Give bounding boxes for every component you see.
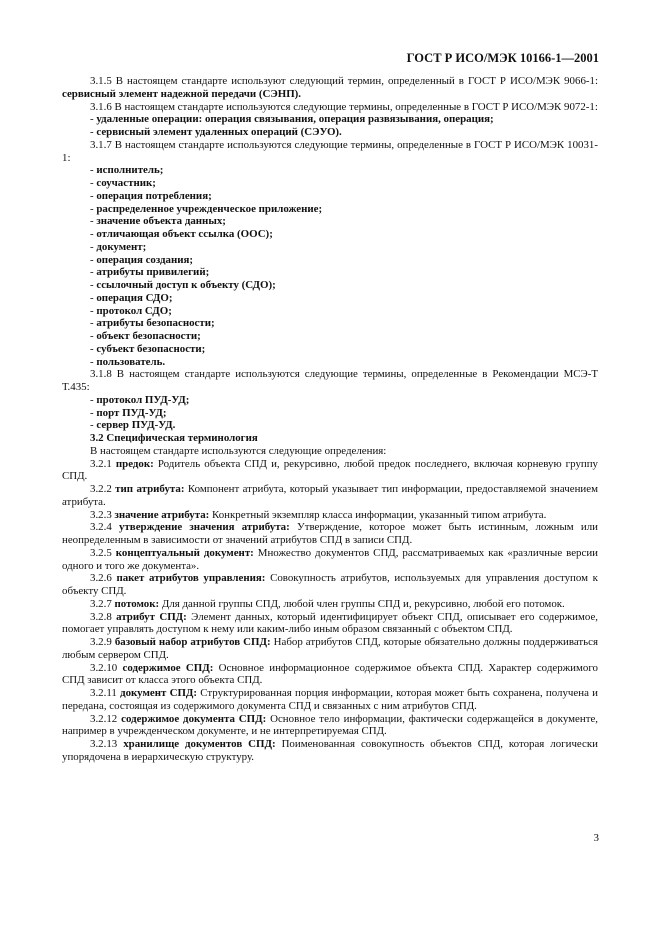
page-body <box>62 75 598 764</box>
definition-item <box>62 547 598 573</box>
list-item: - отличающая объект ссылка (ООС); <box>90 228 273 240</box>
definition-number: 3.2.9 <box>90 636 112 648</box>
definition-item <box>62 509 598 522</box>
definition-term: атрибут СПД: <box>116 610 187 623</box>
list-item: - протокол СДО; <box>90 304 172 317</box>
definition-item <box>62 662 598 688</box>
definition-number: 3.2.8 <box>90 610 112 623</box>
definition-item <box>62 738 598 764</box>
list-item: - объект безопасности; <box>90 330 201 342</box>
definition-term: содержимое документа СПД: <box>121 712 267 725</box>
definition-number: 3.2.13 <box>90 738 118 750</box>
definition-item <box>62 521 598 547</box>
list-item: - документ; <box>90 240 147 253</box>
definition-term: утверждение значения атрибута: <box>119 521 290 534</box>
list-item: - пользователь. <box>90 355 166 368</box>
list-item: - ссылочный доступ к объекту (СДО); <box>90 279 276 291</box>
list-item: - соучастник; <box>90 177 156 189</box>
list-item: - атрибуты привилегий; <box>90 266 210 279</box>
definition-term: тип атрибута: <box>115 483 185 495</box>
paragraph-3-1-5: 3.1.5 В настоящем стандарте используют следующий термин, определенный в ГОСТ Р ИСО/МЭК 9066-1: сервисный элемент надежной передачи (СЭНП). <box>62 75 598 100</box>
paragraph-3-1-6: 3.1.6 В настоящем стандарте используются следующие термины, определенные в ГОСТ Р ИСО/МЭК 9072-1: <box>90 100 598 113</box>
page-number: 3 <box>593 832 599 844</box>
definition-text: Конкретный экземпляр класса информации, указанный типом атрибута. <box>212 508 547 521</box>
definition-text: Множество документов СПД, рассматриваемых как «различные версии одного и того же документа». <box>62 546 598 572</box>
definition-term: потомок: <box>114 597 160 610</box>
list-item: - протокол ПУД-УД; <box>90 393 190 406</box>
list-item: - значение объекта данных; <box>90 215 226 228</box>
list-item: - порт ПУД-УД; <box>90 406 167 419</box>
list-item: - исполнитель; <box>90 164 164 177</box>
definition-text: Основное информационное содержимое объекта СПД. Характер содержимого СПД зависит от класса этого объекта СПД. <box>62 661 598 687</box>
section-title-3-2: 3.2 Специфическая терминология <box>90 432 258 444</box>
list-item: - операция создания; <box>90 253 194 266</box>
definition-term: пакет атрибутов управления: <box>116 572 266 585</box>
paragraph-3-1-7: 3.1.7 В настоящем стандарте используются следующие термины, определенные в ГОСТ Р ИСО/МЭК 10031-1: <box>62 138 598 164</box>
definition-text: Набор атрибутов СПД, которые обязательно должны поддерживаться любым сервером СПД. <box>62 636 598 661</box>
definition-term: значение атрибута: <box>114 508 210 521</box>
definition-term: базовый набор атрибутов СПД: <box>114 636 271 648</box>
definition-item <box>62 687 598 713</box>
definition-number: 3.2.5 <box>90 546 112 559</box>
definition-item <box>62 572 598 598</box>
definition-text: Утверждение, которое может быть истинным, ложным или неопределенным в зависимости от значений атрибутов СПД в записи СПД. <box>62 521 598 546</box>
definition-number: 3.2.7 <box>90 597 112 610</box>
section-intro-3-2: В настоящем стандарте используются следующие определения: <box>90 444 387 457</box>
definition-number: 3.2.1 <box>90 457 112 470</box>
definitions-list <box>62 458 598 764</box>
definition-text: Для данной группы СПД, любой член группы СПД и, рекурсивно, любой его потомок. <box>161 597 565 610</box>
definition-term: предок: <box>115 457 154 470</box>
definition-text: Совокупность атрибутов, используемых для управления доступом к объекту СПД. <box>62 572 598 597</box>
definition-number: 3.2.12 <box>90 712 118 725</box>
definition-text: Элемент данных, который идентифицирует объект СПД, описывает его содержимое, помогает управлять доступом к нему или каким-либо иным образом связанный с объектом СПД. <box>62 610 598 636</box>
definition-term: концептуальный документ: <box>115 546 254 559</box>
definition-number: 3.2.10 <box>90 661 118 674</box>
definition-number: 3.2.4 <box>90 521 112 534</box>
definition-item <box>62 483 598 509</box>
definition-number: 3.2.11 <box>90 687 117 699</box>
definition-text: Основное тело информации, фактически содержащейся в документе, например в учрежденческом документе, и не интерпретируемая СПД. <box>62 712 599 738</box>
document-header: ГОСТ Р ИСО/МЭК 10166-1—2001 <box>406 51 599 65</box>
paragraph-3-1-8: 3.1.8 В настоящем стандарте используются следующие термины, определенные в Рекомендации МСЭ-Т Т.435: <box>62 368 598 393</box>
definition-item <box>62 611 598 637</box>
list-item: - удаленные операции: операция связывания, операция развязывания, операция; <box>90 113 494 126</box>
list-item: - атрибуты безопасности; <box>90 317 215 330</box>
list-item: - сервисный элемент удаленных операций (СЭУО). <box>90 126 342 138</box>
definition-text: Компонент атрибута, который указывает тип информации, предоставляемой значением атрибута. <box>62 483 598 508</box>
list-item: - распределенное учрежденческое приложение; <box>90 202 323 215</box>
definition-text: Родитель объекта СПД и, рекурсивно, любой предок последнего, включая корневую группу СПД. <box>62 457 598 483</box>
definition-text: Структурированная порция информации, которая может быть сохранена, получена и передана, состоящая из содержимого документа СПД и связанных с ним атрибутов СПД. <box>62 687 598 712</box>
definition-term: документ СПД: <box>120 687 198 699</box>
list-item: - операция потребления; <box>90 189 212 202</box>
definition-term: содержимое СПД: <box>122 661 214 674</box>
definition-text: Поименованная совокупность объектов СПД, которая логически упорядочена в иерархическую структуру. <box>62 738 598 763</box>
definition-number: 3.2.3 <box>90 508 112 521</box>
term-list-3-1-8 <box>62 394 598 432</box>
definition-number: 3.2.2 <box>90 483 112 495</box>
list-item: - операция СДО; <box>90 291 173 304</box>
definition-item <box>62 636 598 662</box>
term-list-3-1-7 <box>62 164 598 368</box>
term-list-3-1-6 <box>62 113 598 139</box>
definition-number: 3.2.6 <box>90 572 112 585</box>
definition-item <box>62 458 598 484</box>
list-item: - сервер ПУД-УД. <box>90 419 176 432</box>
definition-item <box>62 598 598 611</box>
definition-item <box>62 713 598 739</box>
definition-term: хранилище документов СПД: <box>123 738 276 750</box>
list-item: - субъект безопасности; <box>90 342 206 355</box>
